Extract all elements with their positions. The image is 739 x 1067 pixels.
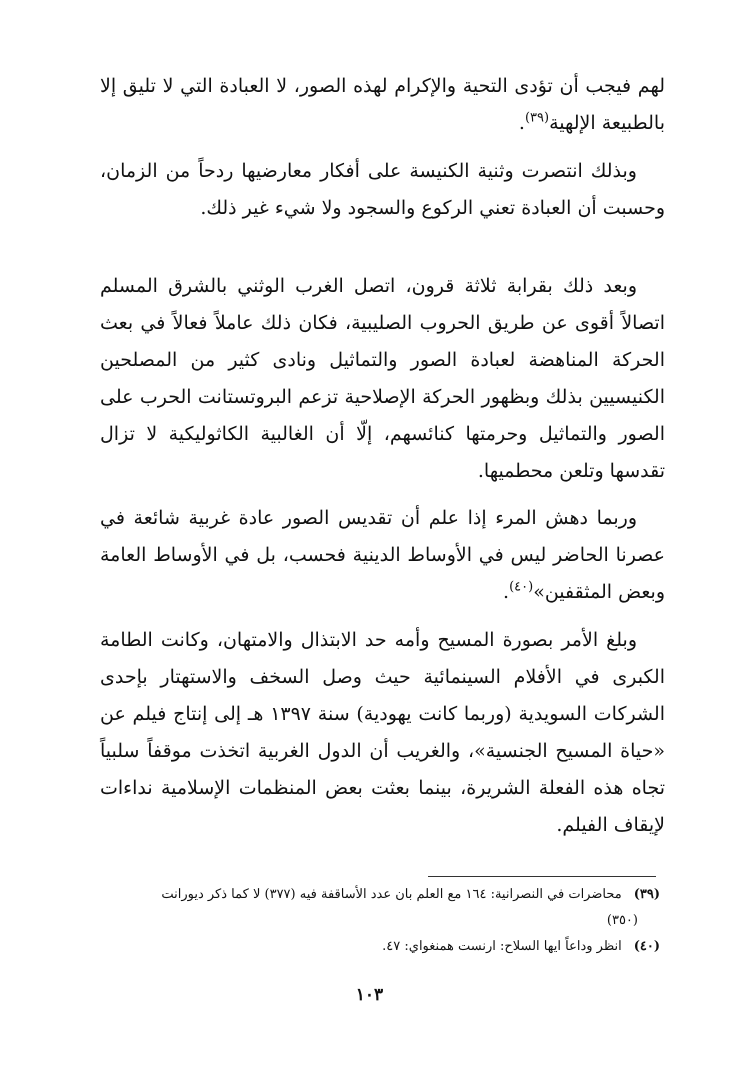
paragraph-1-end: .	[518, 112, 525, 134]
footnote-ref-40: (٤٠)	[509, 579, 534, 595]
footnote-39	[100, 882, 660, 908]
paragraph-5	[100, 622, 665, 844]
page-number: ١٠٣	[355, 985, 384, 1005]
paragraph-5-text: وبلغ الأمر بصورة المسيح وأمه حد الابتذال والامتهان، وكانت الطامة الكبرى في الأفلام السينمائية حيث وصل السخف والاستهتار بإحدى الشركات السويدية (وربما كانت يهودية) سنة ١٣٩٧ هـ إلى إنتاج فيلم عن «حياة المسيح الجنسية»، والغريب أن الدول الغربية اتخذت موقفاً سلبياً تجاه هذه الفعلة الشريرة، بينما بعثت بعض المنظمات الإسلامية نداءات لإيقاف الفيلم.	[100, 629, 666, 836]
footnote-39-continuation	[100, 908, 660, 934]
footnote-40-text: انظر وداعاً ايها السلاح: ارنست همنغواي: ٤٧.	[382, 939, 622, 954]
footnote-40	[100, 934, 660, 960]
footnote-divider	[428, 876, 656, 877]
paragraph-4-end: .	[503, 581, 510, 603]
paragraph-1	[100, 68, 665, 142]
paragraph-1-text: لهم فيجب أن تؤدى التحية والإكرام لهذه الصور، لا العبادة التي لا تليق إلا بالطبيعة الإلهية	[100, 75, 665, 134]
footnotes	[100, 882, 660, 960]
paragraph-3-text: وبعد ذلك بقرابة ثلاثة قرون، اتصل الغرب الوثني بالشرق المسلم اتصالاً أقوى عن طريق الحروب الصليبية، فكان ذلك عاملاً فعالاً في بعث الحركة المناهضة لعبادة الصور والتماثيل ونادى كثير من المصلحين الكنيسيين بذلك وبظهور الحركة الإصلاحية تزعم البروتستانت الحرب على الصور والتماثيل وحرمتها كنائسهم، إلّا أن الغالبية الكاثوليكية لا تزال تقدسها وتلعن محطميها.	[100, 275, 665, 482]
paragraph-3	[100, 268, 665, 490]
paragraph-4-text: وربما دهش المرء إذا علم أن تقديس الصور عادة غربية شائعة في عصرنا الحاضر ليس في الأوساط الدينية فحسب، بل في الأوساط العامة وبعض المثقفين»	[100, 507, 665, 603]
paragraph-2	[100, 153, 665, 227]
footnote-ref-39: (٣٩)	[524, 110, 550, 126]
footnote-39-text: محاضرات في النصرانية: ١٦٤ مع العلم بان عدد الأساقفة فيه (٣٧٧) لا كما ذكر ديورانت	[161, 887, 622, 902]
paragraph-2-text: وبذلك انتصرت وثنية الكنيسة على أفكار معارضيها ردحاً من الزمان، وحسبت أن العبادة تعني الركوع والسجود ولا شيء غير ذلك.	[100, 160, 665, 219]
footnote-39-number: (٣٩)	[633, 887, 660, 902]
paragraph-4	[100, 500, 665, 611]
footnote-40-number: (٤٠)	[633, 939, 660, 954]
footnote-39-continuation-text: (٣٥٠)	[606, 913, 638, 928]
